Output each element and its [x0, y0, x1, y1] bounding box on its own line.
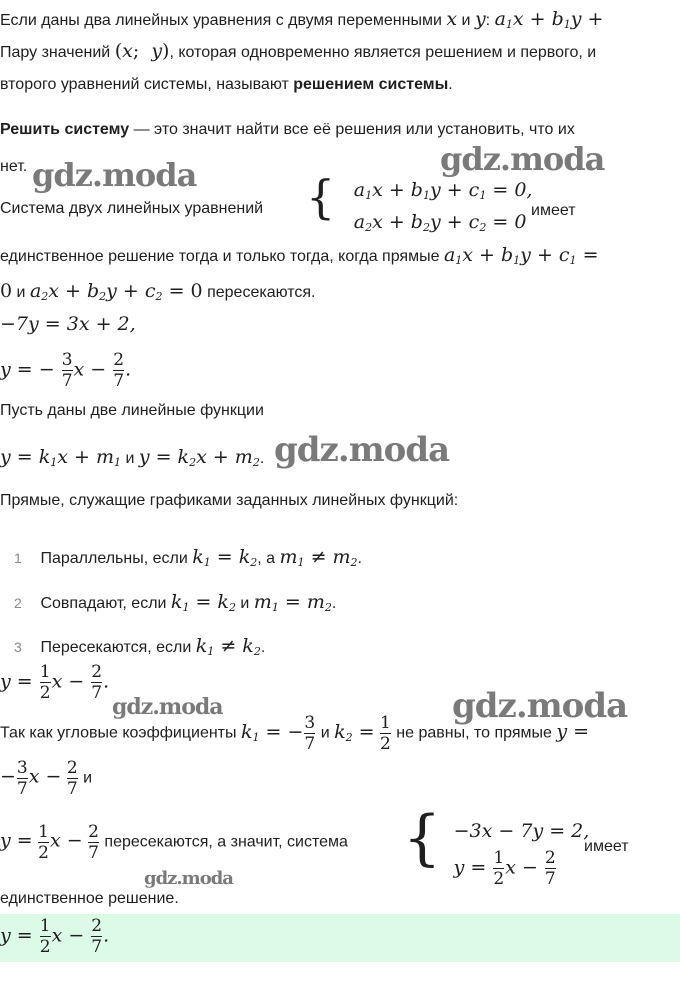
- list-number: 3: [14, 639, 22, 655]
- list-item: 1 Параллельны, если $k_1 = k_2$, а $m_1 \ne m_2$.: [14, 546, 362, 569]
- watermark: gdz.moda: [440, 140, 605, 178]
- text: и: [461, 12, 471, 29]
- list-number: 1: [14, 550, 22, 566]
- text: и: [320, 724, 330, 742]
- equation: y = $\frac{1}{2}$ x − $\frac{2}{7}$ .: [0, 662, 110, 703]
- bold-term: решением системы: [293, 76, 449, 93]
- answer-equation: y = $\frac{1}{2}$ x − $\frac{2}{7}$ .: [0, 916, 110, 957]
- system-intro: [0, 200, 263, 218]
- text: второго уравнений системы, называют: [0, 76, 289, 93]
- watermark: gdz.moda: [112, 694, 223, 720]
- paragraph-6-line-3: y = $\frac{1}{2}$ x − $\frac{2}{7}$ пересекаются, а значит, система: [0, 822, 348, 863]
- text: Система двух линейных уравнений: [0, 200, 264, 217]
- text: пересекаются, а значит, система: [104, 833, 348, 851]
- text: и: [83, 769, 93, 787]
- paragraph-4: Пусть даны две линейные функции: [0, 402, 264, 419]
- text: , а: [257, 550, 276, 567]
- paragraph-1-line-3: [0, 76, 453, 94]
- paragraph-6-line-2: − $\frac{3}{7}$ x − $\frac{2}{7}$ и: [0, 758, 93, 799]
- text: Так как угловые коэффициенты: [0, 724, 237, 742]
- watermark: gdz.moda: [452, 686, 628, 726]
- text: Параллельны, если: [40, 550, 188, 567]
- text: имеет: [531, 202, 576, 219]
- system-equations: { $a_1x + b_1y + c_1 = 0$, $a_2x + b_2y + c_2 = 0$: [306, 170, 533, 234]
- text: Если даны два линейных уравнения с двумя переменными: [0, 12, 442, 29]
- paragraph-2-line-2: [0, 158, 27, 176]
- text: , которая одновременно является решением и первого, и: [169, 44, 597, 61]
- paragraph-6-end: единственное решение.: [0, 890, 179, 907]
- functions-line: $y = k_1x + m_1$ и $y = k_2x + m_2$.: [0, 446, 265, 469]
- paragraph-1-line-1: Если даны два линейных уравнения с двумя переменными x и y: $a_1x + b_1y$ +: [0, 8, 604, 31]
- list-item: 2 Совпадают, если $k_1 = k_2$ и $m_1 = m_2$.: [14, 591, 337, 614]
- watermark: gdz.moda: [144, 868, 233, 889]
- watermark: gdz.moda: [32, 156, 197, 194]
- text: Пересекаются, если: [40, 639, 192, 656]
- paragraph-1-line-2: Пару значений (x; y), которая одновременно является решением и первого, и: [0, 40, 597, 62]
- equation: −7y = 3x + 2,: [0, 313, 136, 335]
- text: не равны, то прямые: [396, 724, 552, 742]
- bold-term: Решить систему: [0, 121, 130, 138]
- text: Совпадают, если: [40, 595, 167, 612]
- equation: y = − $\frac{3}{7}$ x − $\frac{2}{7}$ .: [0, 350, 132, 391]
- text: имеет: [584, 838, 629, 855]
- watermark: gdz.moda: [274, 430, 450, 470]
- list-item: 3 Пересекаются, если $k_1 \ne k_2$.: [14, 635, 266, 658]
- paragraph-3-line-3: 0 и $a_2x + b_2y + c_2 = 0$ пересекаются.: [0, 280, 316, 303]
- paragraph-5: Прямые, служащие графиками заданных линейных функций:: [0, 492, 459, 509]
- text: и: [240, 595, 250, 612]
- text: Пару значений: [0, 44, 111, 61]
- paragraph-3-line-2: единственное решение тогда и только тогда, когда прямые $a_1x + b_1y + c_1$ =: [0, 244, 599, 267]
- text: и: [16, 284, 26, 301]
- text: — это значит найти все её решения или установить, что их: [129, 121, 575, 138]
- paragraph-6-line-1: Так как угловые коэффициенты $k_1$ = − $\frac{3}{7}$ и $k_2$ = $\frac{1}{2}$ не равны, то прямые y =: [0, 713, 590, 754]
- text: пересекаются.: [207, 284, 316, 301]
- text: единственное решение тогда и только тогда, когда прямые: [0, 248, 440, 265]
- list-number: 2: [14, 595, 22, 611]
- text: нет.: [0, 158, 28, 175]
- paragraph-2-line-1: [0, 121, 575, 139]
- system-equations-2: { −3x − 7y = 2, y = $\frac{1}{2}$ x − $\frac{2}{7}$: [403, 803, 590, 890]
- text: .: [448, 76, 453, 93]
- text: и: [125, 450, 135, 467]
